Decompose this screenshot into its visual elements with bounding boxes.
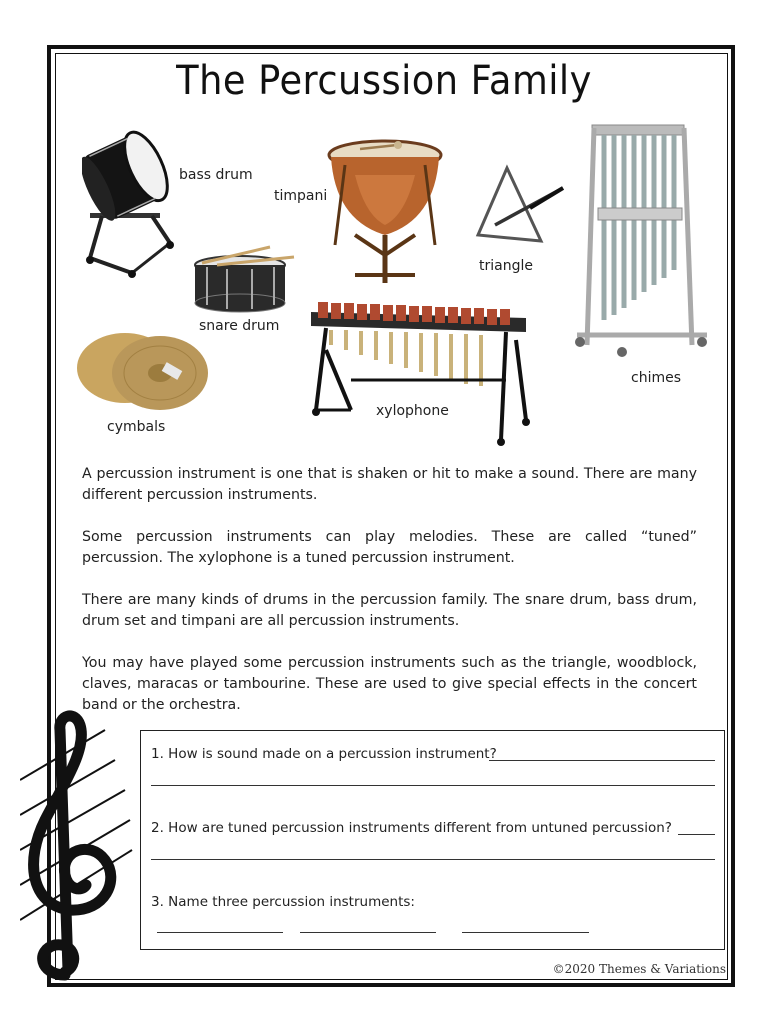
bass-drum-image <box>82 128 177 278</box>
bass-drum-label: bass drum <box>179 167 253 183</box>
question-3: 3. Name three percussion instruments: <box>151 894 415 910</box>
answer-line-2a[interactable] <box>678 834 715 835</box>
page-title: The Percussion Family <box>176 58 592 104</box>
answer-line-3c[interactable] <box>462 932 589 933</box>
xylophone-image <box>306 300 531 450</box>
chimes-image <box>572 120 712 365</box>
cymbals-label: cymbals <box>107 419 166 435</box>
answer-line-1b[interactable] <box>151 785 715 786</box>
timpani-image <box>325 135 450 290</box>
snare-drum-label: snare drum <box>199 318 280 334</box>
answer-line-2b[interactable] <box>151 859 715 860</box>
questions-box <box>140 730 725 950</box>
paragraph-2: Some percussion instruments can play melodies. These are called “tuned” percussion. The xylophone is a tuned percussion instrument. <box>82 529 697 566</box>
copyright-footer: ©2020 Themes & Variations <box>552 962 726 976</box>
paragraph-3: There are many kinds of drums in the percussion family. The snare drum, bass drum, drum set and timpani are all percussion instruments. <box>82 592 697 629</box>
triangle-image <box>475 163 570 248</box>
treble-clef-icon <box>20 710 135 990</box>
cymbals-image <box>75 328 210 413</box>
paragraph-1: A percussion instrument is one that is shaken or hit to make a sound. There are many different percussion instruments. <box>82 466 697 503</box>
snare-drum-image <box>192 245 297 315</box>
answer-line-1a[interactable] <box>489 760 715 761</box>
answer-line-3b[interactable] <box>300 932 436 933</box>
chimes-label: chimes <box>631 370 682 386</box>
question-2: 2. How are tuned percussion instruments different from untuned percussion? <box>151 820 672 836</box>
triangle-label: triangle <box>479 258 533 274</box>
question-1: 1. How is sound made on a percussion instrument? <box>151 746 497 762</box>
timpani-label: timpani <box>274 188 328 204</box>
answer-line-3a[interactable] <box>157 932 283 933</box>
xylophone-label: xylophone <box>376 403 449 419</box>
paragraph-4: You may have played some percussion instruments such as the triangle, woodblock, claves, maracas or tambourine. These are used to give special effects in the concert band or the orchestra. <box>82 655 697 713</box>
